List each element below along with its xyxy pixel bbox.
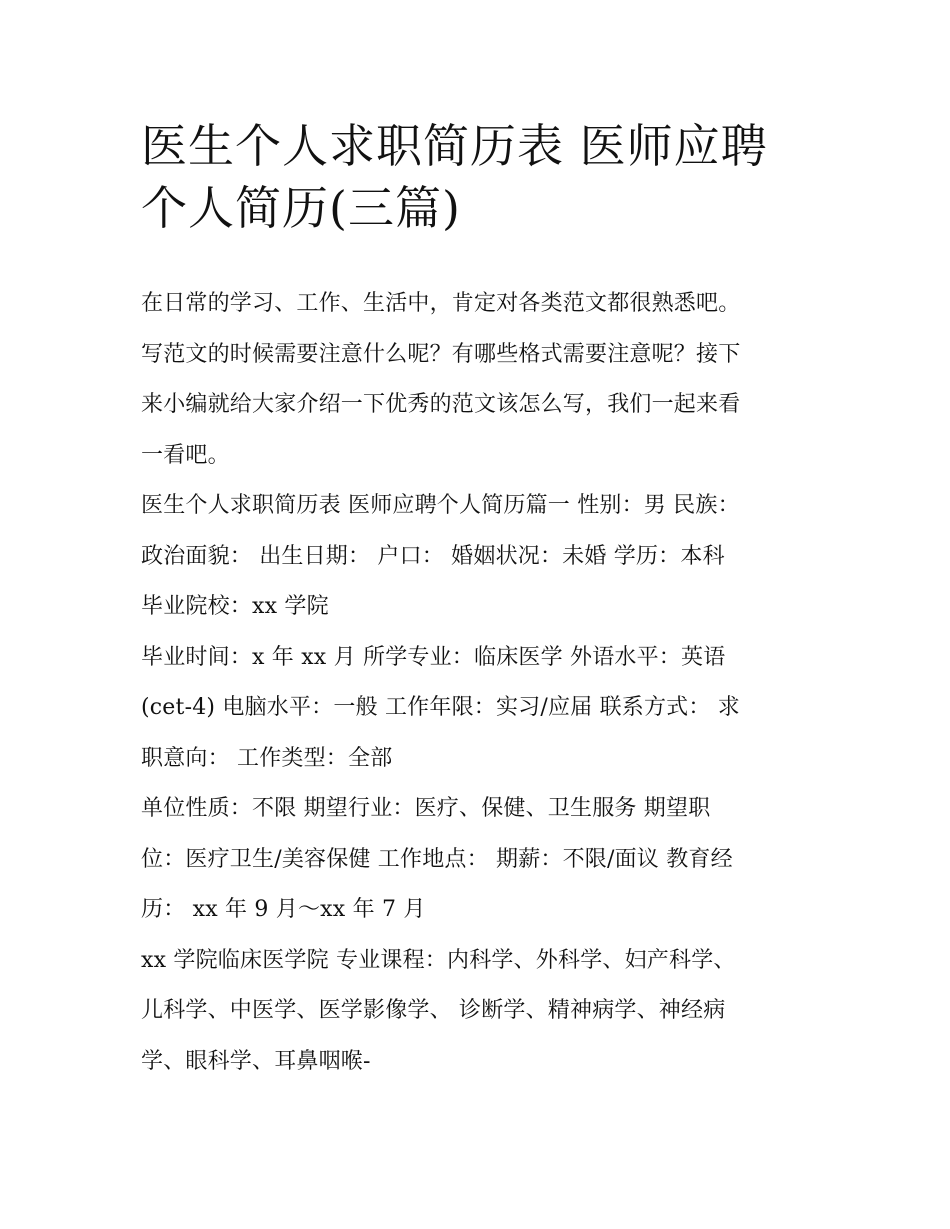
body-line: 职意向： 工作类型：全部 [141,745,393,771]
body-line: 医生个人求职简历表 医师应聘个人简历篇一 性别：男 民族： [141,493,740,518]
title-line-2: 个人简历(三篇) [141,181,461,235]
body-line: 学、眼科学、耳鼻咽喉- [141,1048,371,1074]
body-line: 儿科学、中医学、医学影像学、 诊断学、精神病学、神经病 [141,998,726,1023]
title-line-1: 医生个人求职简历表 医师应聘 [141,119,768,173]
body-line: 位：医疗卫生/美容保健 工作地点： 期薪：不限/面议 教育经 [141,846,733,872]
body-line: 单位性质：不限 期望行业：医疗、保健、卫生服务 期望职 [141,796,711,821]
body-line: 毕业时间：x 年 xx 月 所学专业：临床医学 外语水平：英语 [141,644,726,670]
body-line: xx 学院临床医学院 专业课程：内科学、外科学、妇产科学、 [141,947,736,973]
body-line: 历： xx 年 9 月～xx 年 7 月 [141,897,426,922]
body-line: 毕业院校：xx 学院 [141,594,329,619]
body-line: 来小编就给大家介绍一下优秀的范文该怎么写，我们一起来看 [141,392,741,417]
document-body [141,279,821,1087]
body-line: 在日常的学习、工作、生活中，肯定对各类范文都很熟悉吧。 [141,291,741,316]
body-line: 写范文的时候需要注意什么呢？有哪些格式需要注意呢？接下 [141,341,741,367]
body-line: (cet-4) 电脑水平：一般 工作年限：实习/应届 联系方式： 求 [141,695,740,720]
body-line: 政治面貌： 出生日期： 户口： 婚姻状况：未婚 学历：本科 [141,543,725,569]
body-line: 一看吧。 [141,442,230,468]
document-title [141,115,821,239]
